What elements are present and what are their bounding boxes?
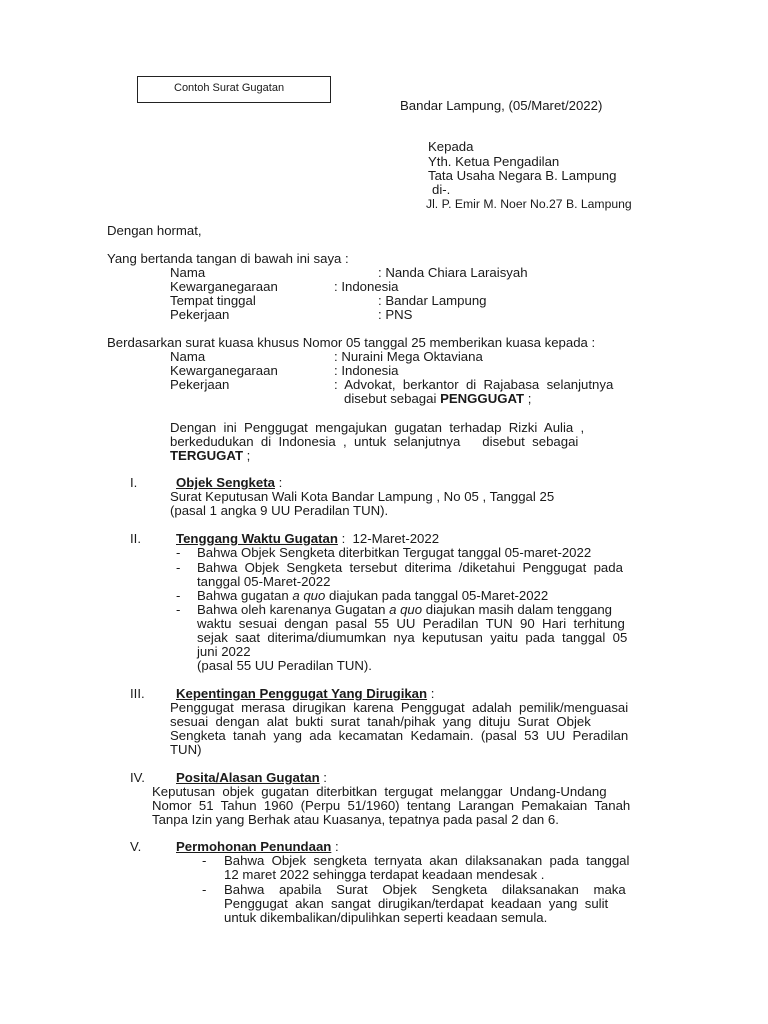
- section-heading-text: Permohonan Penundaan: [176, 839, 332, 854]
- paragraph-line: Tanpa Izin yang Berhak atau Kuasanya, tepatnya pada pasal 2 dan 6.: [152, 812, 559, 827]
- text-run: diajukan masih dalam tenggang: [422, 602, 612, 617]
- field-label: Kewarganegaraan: [170, 363, 278, 378]
- bullet-dash: -: [176, 602, 181, 617]
- section-number: I.: [130, 475, 138, 490]
- bullet-dash: -: [176, 545, 181, 560]
- bullet-text: Bahwa Objek sengketa ternyata akan dilaksanakan pada tanggal: [224, 853, 630, 868]
- field-label: Kewarganegaraan: [170, 279, 278, 294]
- bullet-dash: -: [202, 853, 207, 868]
- designation-penggugat: PENGGUGAT: [440, 391, 525, 406]
- bullet-dash: -: [176, 560, 181, 575]
- power-of-attorney-intro: Berdasarkan surat kuasa khusus Nomor 05 tanggal 25 memberikan kuasa kepada :: [107, 335, 596, 350]
- bullet-text: sejak saat diterima/diumumkan nya keputusan yaitu pada tanggal 05: [197, 630, 628, 645]
- place-date: Bandar Lampung, (05/Maret/2022): [400, 98, 603, 113]
- designation-suffix: ;: [524, 391, 532, 406]
- document-title: Contoh Surat Gugatan: [174, 82, 285, 94]
- recipient-line: Kepada: [428, 139, 474, 154]
- section-heading-suffix: :: [274, 475, 283, 490]
- latin-term: a quo: [389, 602, 423, 617]
- text-run: diajukan pada tanggal 05-Maret-2022: [325, 588, 549, 603]
- paragraph-line: berkedudukan di Indonesia , untuk selanjutnya disebut sebagai: [170, 434, 579, 449]
- section-heading-text: Posita/Alasan Gugatan: [176, 770, 320, 785]
- section-number: III.: [130, 686, 145, 701]
- section-heading-text: Tenggang Waktu Gugatan: [176, 531, 338, 546]
- section-heading-suffix: :: [331, 839, 339, 854]
- recipient-line: di-.: [432, 182, 451, 197]
- paragraph-line: Dengan ini Penggugat mengajukan gugatan terhadap Rizki Aulia ,: [170, 420, 585, 435]
- field-value: : PNS: [378, 307, 413, 322]
- field-value: : Bandar Lampung: [378, 293, 487, 308]
- text-run: Bahwa oleh karenanya Gugatan: [197, 602, 390, 617]
- field-label: Nama: [170, 349, 206, 364]
- bullet-text: tanggal 05-Maret-2022: [197, 574, 331, 589]
- field-value: : Nuraini Mega Oktaviana: [334, 349, 483, 364]
- recipient-line: Yth. Ketua Pengadilan: [428, 154, 560, 169]
- recipient-address: Jl. P. Emir M. Noer No.27 B. Lampung: [426, 197, 632, 211]
- paragraph-line: TUN): [170, 742, 202, 757]
- document-title-box: [137, 76, 331, 103]
- bullet-dash: -: [176, 588, 181, 603]
- designation-suffix: ;: [243, 448, 251, 463]
- paragraph-line: (pasal 1 angka 9 UU Peradilan TUN).: [170, 503, 389, 518]
- section-heading-suffix: :: [427, 686, 435, 701]
- section-heading-text: Objek Sengketa: [176, 475, 275, 490]
- bullet-text: untuk dikembalikan/dipulihkan seperti keadaan semula.: [224, 910, 548, 925]
- section-number: IV.: [130, 770, 145, 785]
- field-value: : Advokat, berkantor di Rajabasa selanjutnya: [334, 377, 614, 392]
- field-value: : Indonesia: [334, 279, 399, 294]
- bullet-dash: -: [202, 882, 207, 897]
- paragraph-line: Nomor 51 Tahun 1960 (Perpu 51/1960) tentang Larangan Pemakaian Tanah: [152, 798, 631, 813]
- field-label: Tempat tinggal: [170, 293, 256, 308]
- field-value: : Indonesia: [334, 363, 399, 378]
- field-label: Pekerjaan: [170, 307, 230, 322]
- bullet-text: Bahwa apabila Surat Objek Sengketa dilaksanakan maka: [224, 882, 626, 897]
- bullet-text: Penggugat akan sangat dirugikan/terdapat keadaan yang sulit: [224, 896, 609, 911]
- bullet-text: Bahwa Objek Sengketa tersebut diterima /diketahui Penggugat pada: [197, 560, 623, 575]
- intro-text: Yang bertanda tangan di bawah ini saya :: [107, 251, 349, 266]
- section-number: II.: [130, 531, 141, 546]
- section-heading-suffix: :: [319, 770, 327, 785]
- bullet-text: juni 2022: [197, 644, 251, 659]
- paragraph-line: Surat Keputusan Wali Kota Bandar Lampung , No 05 , Tanggal 25: [170, 489, 555, 504]
- field-value-continued: [344, 392, 531, 407]
- field-label: Pekerjaan: [170, 377, 230, 392]
- bullet-text: 12 maret 2022 sehingga terdapat keadaan mendesak .: [224, 867, 545, 882]
- designation-text: disebut sebagai: [344, 391, 441, 406]
- paragraph-line: Penggugat merasa dirugikan karena Penggugat adalah pemilik/menguasai: [170, 700, 629, 715]
- greeting: Dengan hormat,: [107, 223, 202, 238]
- section-heading-text: Kepentingan Penggugat Yang Dirugikan: [176, 686, 428, 701]
- latin-term: a quo: [292, 588, 326, 603]
- paragraph-line: Keputusan objek gugatan diterbitkan tergugat melanggar Undang-Undang: [152, 784, 607, 799]
- bullet-text: (pasal 55 UU Peradilan TUN).: [197, 658, 372, 673]
- designation-tergugat: TERGUGAT: [170, 448, 244, 463]
- field-value: : Nanda Chiara Laraisyah: [378, 265, 528, 280]
- paragraph-line: sesuai dengan alat bukti surat tanah/pihak yang dituju Surat Objek: [170, 714, 591, 729]
- section-number: V.: [130, 839, 142, 854]
- bullet-text: waktu sesuai dengan pasal 55 UU Peradilan TUN 90 Hari terhitung: [197, 616, 625, 631]
- section-heading-suffix: : 12-Maret-2022: [337, 531, 440, 546]
- paragraph-line: [170, 449, 250, 464]
- recipient-line: Tata Usaha Negara B. Lampung: [428, 168, 617, 183]
- field-label: Nama: [170, 265, 206, 280]
- paragraph-line: Sengketa tanah yang ada kecamatan Kedamain. (pasal 53 UU Peradilan: [170, 728, 629, 743]
- bullet-text: Bahwa Objek Sengketa diterbitkan Tergugat tanggal 05-maret-2022: [197, 545, 592, 560]
- text-run: Bahwa gugatan: [197, 588, 293, 603]
